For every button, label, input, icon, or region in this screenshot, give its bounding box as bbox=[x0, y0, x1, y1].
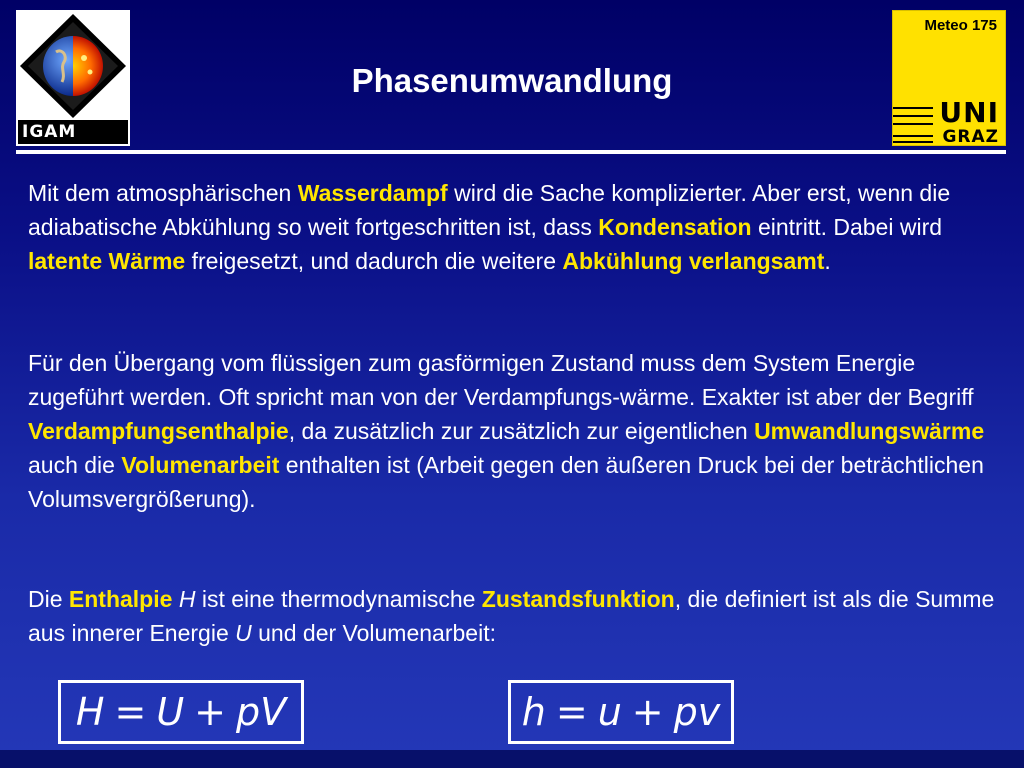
highlight-term: Zustandsfunktion bbox=[481, 586, 675, 612]
paragraph-enthalpy-definition bbox=[28, 582, 998, 650]
page-title: Phasenumwandlung bbox=[351, 62, 673, 99]
text: eintritt. Dabei wird bbox=[751, 214, 943, 240]
formula-equals: = bbox=[555, 690, 588, 734]
text: und der Volumenarbeit: bbox=[251, 620, 496, 646]
text: enthalten ist (Arbeit gegen den äußeren Druck bei der beträchtlichen Volumsvergrößerung). bbox=[28, 452, 984, 512]
igam-logo bbox=[16, 10, 130, 146]
highlight-term: Abkühlung verlangsamt bbox=[562, 248, 825, 274]
igam-label-band bbox=[18, 120, 128, 144]
badge-bar bbox=[893, 107, 933, 109]
symbol-U: U bbox=[235, 620, 252, 646]
formula-term: u bbox=[597, 690, 622, 734]
text: Für den Übergang vom flüssigen zum gasförmigen Zustand muss dem System Energie zugeführt werden. Oft spricht man von der Verdampfungs-wärme. Exakter ist aber der Begriff bbox=[28, 350, 974, 410]
paragraph-enthalpy-of-vaporization bbox=[28, 346, 998, 516]
igam-label: IGAM bbox=[22, 122, 77, 142]
formula-plus: + bbox=[194, 690, 226, 734]
text: . bbox=[824, 248, 831, 274]
uni-logo-text: UNI bbox=[939, 96, 999, 129]
formula-term: U bbox=[156, 690, 185, 734]
text: freigesetzt, und dadurch die weitere bbox=[185, 248, 563, 274]
text: auch die bbox=[28, 452, 122, 478]
highlight-term: latente Wärme bbox=[28, 248, 186, 274]
badge-bar bbox=[893, 123, 933, 125]
text: Die bbox=[28, 586, 69, 612]
formula-plus: + bbox=[631, 690, 664, 734]
highlight-term: Umwandlungswärme bbox=[754, 418, 985, 444]
highlight-term: Volumenarbeit bbox=[121, 452, 280, 478]
text: , die definiert ist als die Summe aus innerer Energie bbox=[28, 586, 995, 646]
formula-enthalpy-total bbox=[58, 680, 304, 744]
text: , da zusätzlich zur zusätzlich zur eigentlichen bbox=[288, 418, 755, 444]
footer-band bbox=[0, 750, 1024, 768]
text: Mit dem atmosphärischen bbox=[28, 180, 298, 206]
text: wird die Sache komplizierter. Aber erst, wenn die adiabatische Abkühlung so weit fortgeschritten ist, dass bbox=[28, 180, 951, 240]
badge-bar bbox=[893, 115, 933, 117]
highlight-term: Verdampfungsenthalpie bbox=[28, 418, 289, 444]
graz-logo-text: GRAZ bbox=[942, 127, 999, 147]
header-divider bbox=[16, 150, 1006, 154]
formula-term: pV bbox=[235, 690, 287, 734]
earth-sun-diamond-icon bbox=[18, 12, 128, 120]
highlight-term: Kondensation bbox=[598, 214, 752, 240]
highlight-term: Enthalpie bbox=[68, 586, 173, 612]
badge-bar bbox=[893, 135, 933, 137]
highlight-term: Wasserdampf bbox=[297, 180, 448, 206]
paragraph-water-vapor bbox=[28, 176, 998, 278]
symbol-H: H bbox=[178, 586, 196, 612]
badge-bar bbox=[893, 141, 933, 143]
uni-graz-badge bbox=[892, 10, 1006, 146]
course-label: Meteo 175 bbox=[924, 17, 997, 34]
formula-lhs: H bbox=[75, 690, 105, 734]
formula-lhs: h bbox=[521, 690, 546, 734]
formula-term: pv bbox=[673, 690, 721, 734]
formula-equals: = bbox=[114, 690, 147, 734]
text: ist eine thermodynamische bbox=[195, 586, 482, 612]
formula-enthalpy-specific bbox=[508, 680, 734, 744]
